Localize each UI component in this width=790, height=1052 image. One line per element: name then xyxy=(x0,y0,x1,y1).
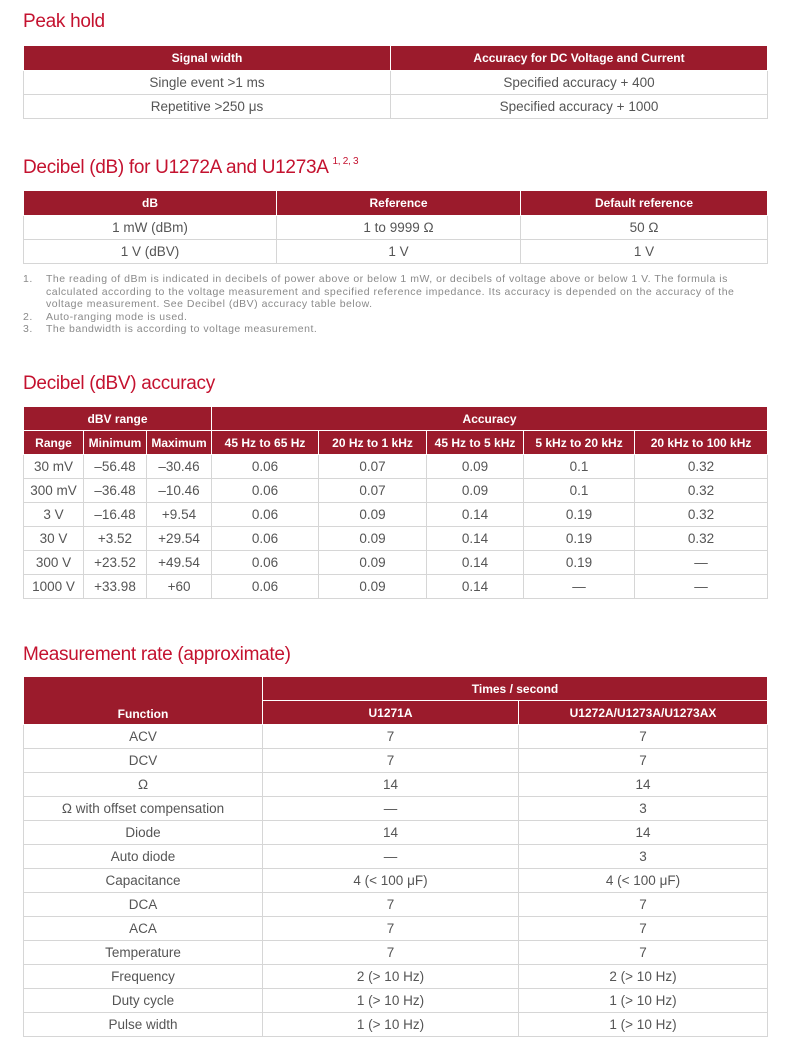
table-cell: 1000 V xyxy=(24,575,84,599)
table-cell: –56.48 xyxy=(84,455,147,479)
table-row xyxy=(24,71,768,95)
table-cell: 7 xyxy=(519,749,768,773)
dbv-accuracy-title: Decibel (dBV) accuracy xyxy=(23,373,215,394)
table-row xyxy=(24,725,768,749)
peak-hold-title: Peak hold xyxy=(23,11,105,32)
column-header: U1271A xyxy=(263,701,519,725)
table-cell: 0.09 xyxy=(427,455,524,479)
table-cell: Pulse width xyxy=(24,1013,263,1037)
column-header: Reference xyxy=(277,191,521,216)
table-cell: 4 (< 100 μF) xyxy=(519,869,768,893)
table-cell: 0.32 xyxy=(635,527,768,551)
column-header: 20 Hz to 1 kHz xyxy=(319,431,427,455)
table-cell: 1 (> 10 Hz) xyxy=(519,989,768,1013)
table-cell: +9.54 xyxy=(147,503,212,527)
table-cell: 0.14 xyxy=(427,551,524,575)
footnote xyxy=(23,273,743,311)
column-header: dB xyxy=(24,191,277,216)
table-cell: Capacitance xyxy=(24,869,263,893)
table-cell: 14 xyxy=(263,821,519,845)
table-cell: +49.54 xyxy=(147,551,212,575)
column-header: Minimum xyxy=(84,431,147,455)
table-cell: 0.09 xyxy=(319,527,427,551)
table-cell: Duty cycle xyxy=(24,989,263,1013)
table-cell: 0.19 xyxy=(524,551,635,575)
group-header: Times / second xyxy=(263,677,768,701)
column-header: Maximum xyxy=(147,431,212,455)
table-row xyxy=(24,503,768,527)
table-cell: Diode xyxy=(24,821,263,845)
decibel-title-footnotes: 1, 2, 3 xyxy=(332,156,359,167)
table-cell: Single event >1 ms xyxy=(24,71,391,95)
table-row xyxy=(24,989,768,1013)
table-cell: ACV xyxy=(24,725,263,749)
table-cell: 0.32 xyxy=(635,479,768,503)
table-cell: 0.09 xyxy=(427,479,524,503)
table-cell: 7 xyxy=(519,941,768,965)
table-group-header-row xyxy=(24,677,768,701)
table-cell: 3 xyxy=(519,845,768,869)
table-cell: — xyxy=(263,845,519,869)
table-cell: 0.07 xyxy=(319,455,427,479)
column-header: 45 Hz to 65 Hz xyxy=(212,431,319,455)
decibel-title-text: Decibel (dB) for U1272A and U1273A xyxy=(23,157,328,178)
table-row xyxy=(24,965,768,989)
table-row xyxy=(24,575,768,599)
footnote-text: The bandwidth is according to voltage measurement. xyxy=(46,323,318,335)
table-row xyxy=(24,1013,768,1037)
table-cell: Ω with offset compensation xyxy=(24,797,263,821)
table-cell: +60 xyxy=(147,575,212,599)
footnote-number: 2. xyxy=(23,310,33,323)
peak-hold-table xyxy=(23,45,768,119)
table-row xyxy=(24,455,768,479)
table-row xyxy=(24,527,768,551)
table-cell: 0.19 xyxy=(524,527,635,551)
column-header: Accuracy for DC Voltage and Current xyxy=(391,46,768,71)
table-cell: +29.54 xyxy=(147,527,212,551)
table-cell: 3 V xyxy=(24,503,84,527)
table-cell: 300 V xyxy=(24,551,84,575)
decibel-title xyxy=(23,157,358,179)
footnote-text: Auto-ranging mode is used. xyxy=(46,310,188,323)
table-cell: 14 xyxy=(519,773,768,797)
table-cell: — xyxy=(524,575,635,599)
table-group-header-row xyxy=(24,407,768,431)
column-header: U1272A/U1273A/U1273AX xyxy=(519,701,768,725)
table-row xyxy=(24,941,768,965)
table-cell: –10.46 xyxy=(147,479,212,503)
group-header: Accuracy xyxy=(212,407,768,431)
table-cell: –36.48 xyxy=(84,479,147,503)
table-header-row xyxy=(24,46,768,71)
table-row xyxy=(24,773,768,797)
table-row xyxy=(24,479,768,503)
table-cell: 7 xyxy=(519,725,768,749)
table-cell: +3.52 xyxy=(84,527,147,551)
table-cell: 0.06 xyxy=(212,455,319,479)
table-cell: 1 V xyxy=(277,240,521,264)
table-cell: 7 xyxy=(263,893,519,917)
column-header: 20 kHz to 100 kHz xyxy=(635,431,768,455)
footnote xyxy=(23,323,743,336)
table-row xyxy=(24,917,768,941)
table-cell: 0.32 xyxy=(635,503,768,527)
table-row xyxy=(24,749,768,773)
group-header: dBV range xyxy=(24,407,212,431)
column-header: 5 kHz to 20 kHz xyxy=(524,431,635,455)
measurement-rate-table xyxy=(23,676,768,1037)
table-cell: 0.1 xyxy=(524,455,635,479)
table-cell: Specified accuracy + 1000 xyxy=(391,95,768,119)
table-cell: 7 xyxy=(263,749,519,773)
table-cell: — xyxy=(263,797,519,821)
table-header-row xyxy=(24,431,768,455)
table-cell: 1 V xyxy=(521,240,768,264)
table-cell: 1 (> 10 Hz) xyxy=(519,1013,768,1037)
column-header: Default reference xyxy=(521,191,768,216)
table-cell: 1 V (dBV) xyxy=(24,240,277,264)
table-cell: Frequency xyxy=(24,965,263,989)
footnote-number: 3. xyxy=(23,323,33,335)
table-cell: 0.09 xyxy=(319,575,427,599)
table-cell: 1 to 9999 Ω xyxy=(277,216,521,240)
table-cell: 0.06 xyxy=(212,503,319,527)
table-cell: 3 xyxy=(519,797,768,821)
table-cell: Ω xyxy=(24,773,263,797)
table-cell: 2 (> 10 Hz) xyxy=(263,965,519,989)
table-cell: 0.14 xyxy=(427,575,524,599)
table-cell: ACA xyxy=(24,917,263,941)
table-cell: DCV xyxy=(24,749,263,773)
table-row xyxy=(24,551,768,575)
table-cell: 2 (> 10 Hz) xyxy=(519,965,768,989)
table-cell: 7 xyxy=(263,917,519,941)
table-cell: 0.06 xyxy=(212,479,319,503)
table-row xyxy=(24,821,768,845)
table-cell: 300 mV xyxy=(24,479,84,503)
table-header-row xyxy=(24,191,768,216)
table-cell: Temperature xyxy=(24,941,263,965)
table-cell: 0.14 xyxy=(427,503,524,527)
table-row xyxy=(24,797,768,821)
table-cell: –16.48 xyxy=(84,503,147,527)
table-row xyxy=(24,95,768,119)
table-cell: — xyxy=(635,575,768,599)
table-row xyxy=(24,240,768,264)
column-header: Signal width xyxy=(24,46,391,71)
table-cell: 14 xyxy=(519,821,768,845)
table-cell: 0.06 xyxy=(212,527,319,551)
decibel-footnotes xyxy=(23,273,743,336)
table-row xyxy=(24,869,768,893)
table-cell: 30 mV xyxy=(24,455,84,479)
table-cell: 0.09 xyxy=(319,551,427,575)
table-cell: 0.07 xyxy=(319,479,427,503)
table-row xyxy=(24,216,768,240)
table-cell: 30 V xyxy=(24,527,84,551)
table-cell: 4 (< 100 μF) xyxy=(263,869,519,893)
footnote xyxy=(23,311,743,324)
table-cell: 7 xyxy=(263,941,519,965)
decibel-table xyxy=(23,190,768,264)
column-header: Range xyxy=(24,431,84,455)
footnote-number: 1. xyxy=(23,273,33,285)
column-header: Function xyxy=(24,677,263,725)
table-cell: +23.52 xyxy=(84,551,147,575)
table-cell: 0.09 xyxy=(319,503,427,527)
table-cell: Specified accuracy + 400 xyxy=(391,71,768,95)
table-row xyxy=(24,845,768,869)
footnote-text: The reading of dBm is indicated in decibels of power above or below 1 mW, or decibels of voltage above or below 1 V. The formula is calculated according to the voltage measurement and specified reference impedance. Its accuracy is depended on the accuracy of the voltage measurement. See Decibel (dBV) accuracy table below. xyxy=(46,273,735,310)
table-cell: Repetitive >250 μs xyxy=(24,95,391,119)
dbv-accuracy-table xyxy=(23,406,768,599)
measurement-rate-title: Measurement rate (approximate) xyxy=(23,644,291,665)
table-cell: Auto diode xyxy=(24,845,263,869)
table-cell: –30.46 xyxy=(147,455,212,479)
table-cell: 0.14 xyxy=(427,527,524,551)
table-cell: 7 xyxy=(263,725,519,749)
table-cell: 0.32 xyxy=(635,455,768,479)
table-cell: 7 xyxy=(519,917,768,941)
table-cell: 7 xyxy=(519,893,768,917)
table-row xyxy=(24,893,768,917)
table-cell: 0.06 xyxy=(212,575,319,599)
table-cell: — xyxy=(635,551,768,575)
table-cell: +33.98 xyxy=(84,575,147,599)
table-cell: 14 xyxy=(263,773,519,797)
column-header: 45 Hz to 5 kHz xyxy=(427,431,524,455)
table-cell: 1 (> 10 Hz) xyxy=(263,1013,519,1037)
table-cell: 0.06 xyxy=(212,551,319,575)
table-cell: 1 (> 10 Hz) xyxy=(263,989,519,1013)
table-cell: 1 mW (dBm) xyxy=(24,216,277,240)
table-cell: 50 Ω xyxy=(521,216,768,240)
table-cell: 0.19 xyxy=(524,503,635,527)
table-cell: DCA xyxy=(24,893,263,917)
table-cell: 0.1 xyxy=(524,479,635,503)
